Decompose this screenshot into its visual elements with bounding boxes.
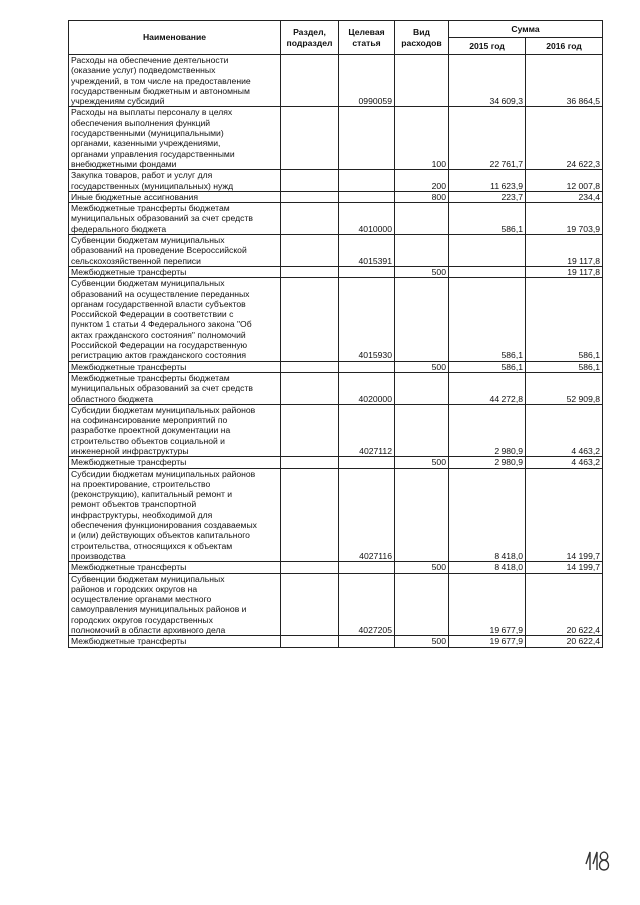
sum-2015-cell: 223,7 <box>449 191 526 202</box>
expense-type-cell: 500 <box>395 361 449 372</box>
table-row <box>69 235 603 267</box>
row-name-cell <box>69 562 281 573</box>
sum-2015-cell: 44 272,8 <box>449 372 526 404</box>
sum-2016-cell: 19 117,8 <box>526 266 603 277</box>
row-name-line: обеспечения выполнения функций <box>71 117 211 128</box>
row-name-line: областного бюджета <box>71 393 154 404</box>
row-name-line: органами управления государственными <box>71 148 235 159</box>
table-row <box>69 562 603 573</box>
section-cell <box>281 278 339 361</box>
row-name-cell <box>69 170 281 192</box>
sum-2016-cell: 52 909,8 <box>526 372 603 404</box>
row-name-line: строительства, относящихся к объектам <box>71 540 233 551</box>
row-name-line: образований на осуществление переданных <box>71 288 250 299</box>
row-name-line: регистрацию актов гражданского состояния <box>71 350 247 361</box>
row-name-line: Субвенции бюджетам муниципальных <box>71 278 225 289</box>
row-name-line: районов и городских округов на <box>71 583 198 594</box>
row-name-line: Расходы на выплаты персоналу в целях <box>71 107 233 118</box>
header-year-2015: 2015 год <box>449 38 526 55</box>
row-name-cell <box>69 361 281 372</box>
sum-2016-cell: 586,1 <box>526 361 603 372</box>
section-cell <box>281 361 339 372</box>
row-name-line: Российской Федерации в соответствии с <box>71 309 234 320</box>
row-name-cell <box>69 266 281 277</box>
row-name-line: сельскохозяйственной переписи <box>71 255 201 266</box>
page-number-handwritten <box>584 848 612 872</box>
target-cell <box>339 107 395 170</box>
row-name-cell <box>69 278 281 361</box>
sum-2015-cell: 586,1 <box>449 203 526 235</box>
row-name-line: Межбюджетные трансферты <box>71 361 187 372</box>
header-name: Наименование <box>69 21 281 55</box>
target-cell: 0990059 <box>339 55 395 107</box>
row-name-line: (реконструкцию), капитальный ремонт и <box>71 489 233 500</box>
target-cell <box>339 191 395 202</box>
row-name-line: Межбюджетные трансферты бюджетам <box>71 203 230 214</box>
section-cell <box>281 562 339 573</box>
sum-2015-cell: 19 677,9 <box>449 636 526 647</box>
row-name-cell <box>69 55 281 107</box>
row-name-line: органам государственной власти субъектов <box>71 298 246 309</box>
row-name-cell <box>69 404 281 456</box>
row-name-cell <box>69 235 281 267</box>
expense-type-cell: 500 <box>395 636 449 647</box>
table-header <box>69 21 603 55</box>
row-name-line: городских округов государственных <box>71 614 213 625</box>
sum-2015-cell: 19 677,9 <box>449 573 526 636</box>
target-cell <box>339 266 395 277</box>
row-name-line: на проектирование, строительство <box>71 478 211 489</box>
table-row <box>69 170 603 192</box>
row-name-line: внебюджетными фондами <box>71 158 177 169</box>
budget-table <box>68 20 603 648</box>
target-cell: 4020000 <box>339 372 395 404</box>
table-body <box>69 55 603 648</box>
target-cell <box>339 562 395 573</box>
row-name-line: пунктом 1 статьи 4 Федерального закона "Об <box>71 319 252 330</box>
row-name-line: ремонт объектов транспортной <box>71 499 197 510</box>
sum-2016-cell: 36 864,5 <box>526 55 603 107</box>
row-name-line: разработке проектной документации на <box>71 425 231 436</box>
sum-2016-cell: 20 622,4 <box>526 636 603 647</box>
target-cell: 4015391 <box>339 235 395 267</box>
section-cell <box>281 170 339 192</box>
row-name-line: Субвенции бюджетам муниципальных <box>71 235 225 246</box>
row-name-line: Российской Федерации на государственную <box>71 340 248 351</box>
section-cell <box>281 203 339 235</box>
section-cell <box>281 457 339 468</box>
target-cell <box>339 170 395 192</box>
row-name-line: учреждениям субсидий <box>71 96 165 107</box>
sum-2016-cell: 24 622,3 <box>526 107 603 170</box>
expense-type-cell <box>395 372 449 404</box>
row-name-line: обеспечения функционирования создаваемых <box>71 520 257 531</box>
row-name-line: Иные бюджетные ассигнования <box>71 191 199 202</box>
section-cell <box>281 191 339 202</box>
sum-2016-cell: 234,4 <box>526 191 603 202</box>
header-sum: Сумма <box>449 21 603 38</box>
row-name-line: Межбюджетные трансферты бюджетам <box>71 372 230 383</box>
row-name-line: Субвенции бюджетам муниципальных <box>71 573 225 584</box>
row-name-line: актах гражданского состояния" полномочий <box>71 329 246 340</box>
section-cell <box>281 468 339 562</box>
row-name-line: Расходы на обеспечение деятельности <box>71 55 229 65</box>
sum-2016-cell: 586,1 <box>526 278 603 361</box>
sum-2016-cell: 14 199,7 <box>526 468 603 562</box>
target-cell <box>339 636 395 647</box>
header-target: Целевая статья <box>339 21 395 55</box>
sum-2015-cell: 34 609,3 <box>449 55 526 107</box>
row-name-line: самоуправления муниципальных районов и <box>71 604 247 615</box>
sum-2015-cell: 8 418,0 <box>449 468 526 562</box>
row-name-line: инфраструктуры, необходимой для <box>71 509 213 520</box>
row-name-cell <box>69 636 281 647</box>
expense-type-cell <box>395 278 449 361</box>
row-name-line: и (или) действующих объектов капитального <box>71 530 250 541</box>
row-name-line: (оказание услуг) подведомственных <box>71 65 216 76</box>
row-name-line: Субсидии бюджетам муниципальных районов <box>71 404 256 415</box>
section-cell <box>281 55 339 107</box>
expense-type-cell <box>395 468 449 562</box>
table-row <box>69 372 603 404</box>
sum-2016-cell: 12 007,8 <box>526 170 603 192</box>
sum-2015-cell <box>449 235 526 267</box>
target-cell: 4015930 <box>339 278 395 361</box>
expense-type-cell <box>395 55 449 107</box>
row-name-line: муниципальных образований за счет средств <box>71 383 253 394</box>
target-cell: 4027116 <box>339 468 395 562</box>
sum-2015-cell: 586,1 <box>449 278 526 361</box>
section-cell <box>281 372 339 404</box>
section-cell <box>281 235 339 267</box>
row-name-cell <box>69 468 281 562</box>
section-cell <box>281 266 339 277</box>
sum-2016-cell: 14 199,7 <box>526 562 603 573</box>
sum-2016-cell: 19 117,8 <box>526 235 603 267</box>
expense-type-cell <box>395 235 449 267</box>
row-name-line: Межбюджетные трансферты <box>71 562 187 573</box>
target-cell: 4010000 <box>339 203 395 235</box>
row-name-line: полномочий в области архивного дела <box>71 625 226 636</box>
expense-type-cell: 100 <box>395 107 449 170</box>
target-cell: 4027205 <box>339 573 395 636</box>
row-name-line: строительство объектов социальной и <box>71 435 225 446</box>
sum-2016-cell: 4 463,2 <box>526 404 603 456</box>
row-name-line: Межбюджетные трансферты <box>71 457 187 468</box>
row-name-line: образований на проведение Всероссийской <box>71 245 247 256</box>
expense-type-cell <box>395 203 449 235</box>
sum-2016-cell: 19 703,9 <box>526 203 603 235</box>
table-row <box>69 278 603 361</box>
table-row <box>69 203 603 235</box>
sum-2015-cell: 2 980,9 <box>449 404 526 456</box>
table-row <box>69 457 603 468</box>
row-name-line: федерального бюджета <box>71 223 167 234</box>
sum-2015-cell: 11 623,9 <box>449 170 526 192</box>
table-row <box>69 468 603 562</box>
row-name-cell <box>69 573 281 636</box>
row-name-line: производства <box>71 550 126 561</box>
row-name-line: Межбюджетные трансферты <box>71 636 187 647</box>
row-name-line: учреждений, в том числе на предоставление <box>71 75 251 86</box>
row-name-line: Межбюджетные трансферты <box>71 266 187 277</box>
header-year-2016: 2016 год <box>526 38 603 55</box>
section-cell <box>281 636 339 647</box>
expense-type-cell: 500 <box>395 562 449 573</box>
header-section: Раздел, подраздел <box>281 21 339 55</box>
row-name-line: инженерной инфраструктуры <box>71 445 189 456</box>
sum-2015-cell <box>449 266 526 277</box>
row-name-cell <box>69 191 281 202</box>
section-cell <box>281 573 339 636</box>
section-cell <box>281 404 339 456</box>
row-name-line: органами, казенными учреждениями, <box>71 138 221 149</box>
expense-type-cell <box>395 573 449 636</box>
row-name-line: государственных (муниципальных) нужд <box>71 180 234 191</box>
row-name-line: государственными (муниципальными) <box>71 128 224 139</box>
row-name-line: Закупка товаров, работ и услуг для <box>71 170 213 181</box>
header-expense-type: Вид расходов <box>395 21 449 55</box>
row-name-cell <box>69 107 281 170</box>
row-name-cell <box>69 203 281 235</box>
table-row <box>69 191 603 202</box>
expense-type-cell: 200 <box>395 170 449 192</box>
table-row <box>69 55 603 107</box>
expense-type-cell <box>395 404 449 456</box>
section-cell <box>281 107 339 170</box>
table-row <box>69 266 603 277</box>
table-row <box>69 404 603 456</box>
expense-type-cell: 500 <box>395 266 449 277</box>
table-row <box>69 107 603 170</box>
row-name-cell <box>69 457 281 468</box>
row-name-cell <box>69 372 281 404</box>
sum-2016-cell: 20 622,4 <box>526 573 603 636</box>
target-cell: 4027112 <box>339 404 395 456</box>
target-cell <box>339 457 395 468</box>
sum-2015-cell: 22 761,7 <box>449 107 526 170</box>
expense-type-cell: 800 <box>395 191 449 202</box>
row-name-line: Субсидии бюджетам муниципальных районов <box>71 468 256 479</box>
sum-2015-cell: 2 980,9 <box>449 457 526 468</box>
sum-2016-cell: 4 463,2 <box>526 457 603 468</box>
table-row <box>69 636 603 647</box>
table-row <box>69 573 603 636</box>
sum-2015-cell: 586,1 <box>449 361 526 372</box>
row-name-line: государственным бюджетным и автономным <box>71 85 250 96</box>
sum-2015-cell: 8 418,0 <box>449 562 526 573</box>
row-name-line: осуществление органами местного <box>71 594 212 605</box>
row-name-line: на софинансирование мероприятий по <box>71 415 228 426</box>
row-name-line: муниципальных образований за счет средств <box>71 213 253 224</box>
table-row <box>69 361 603 372</box>
target-cell <box>339 361 395 372</box>
expense-type-cell: 500 <box>395 457 449 468</box>
